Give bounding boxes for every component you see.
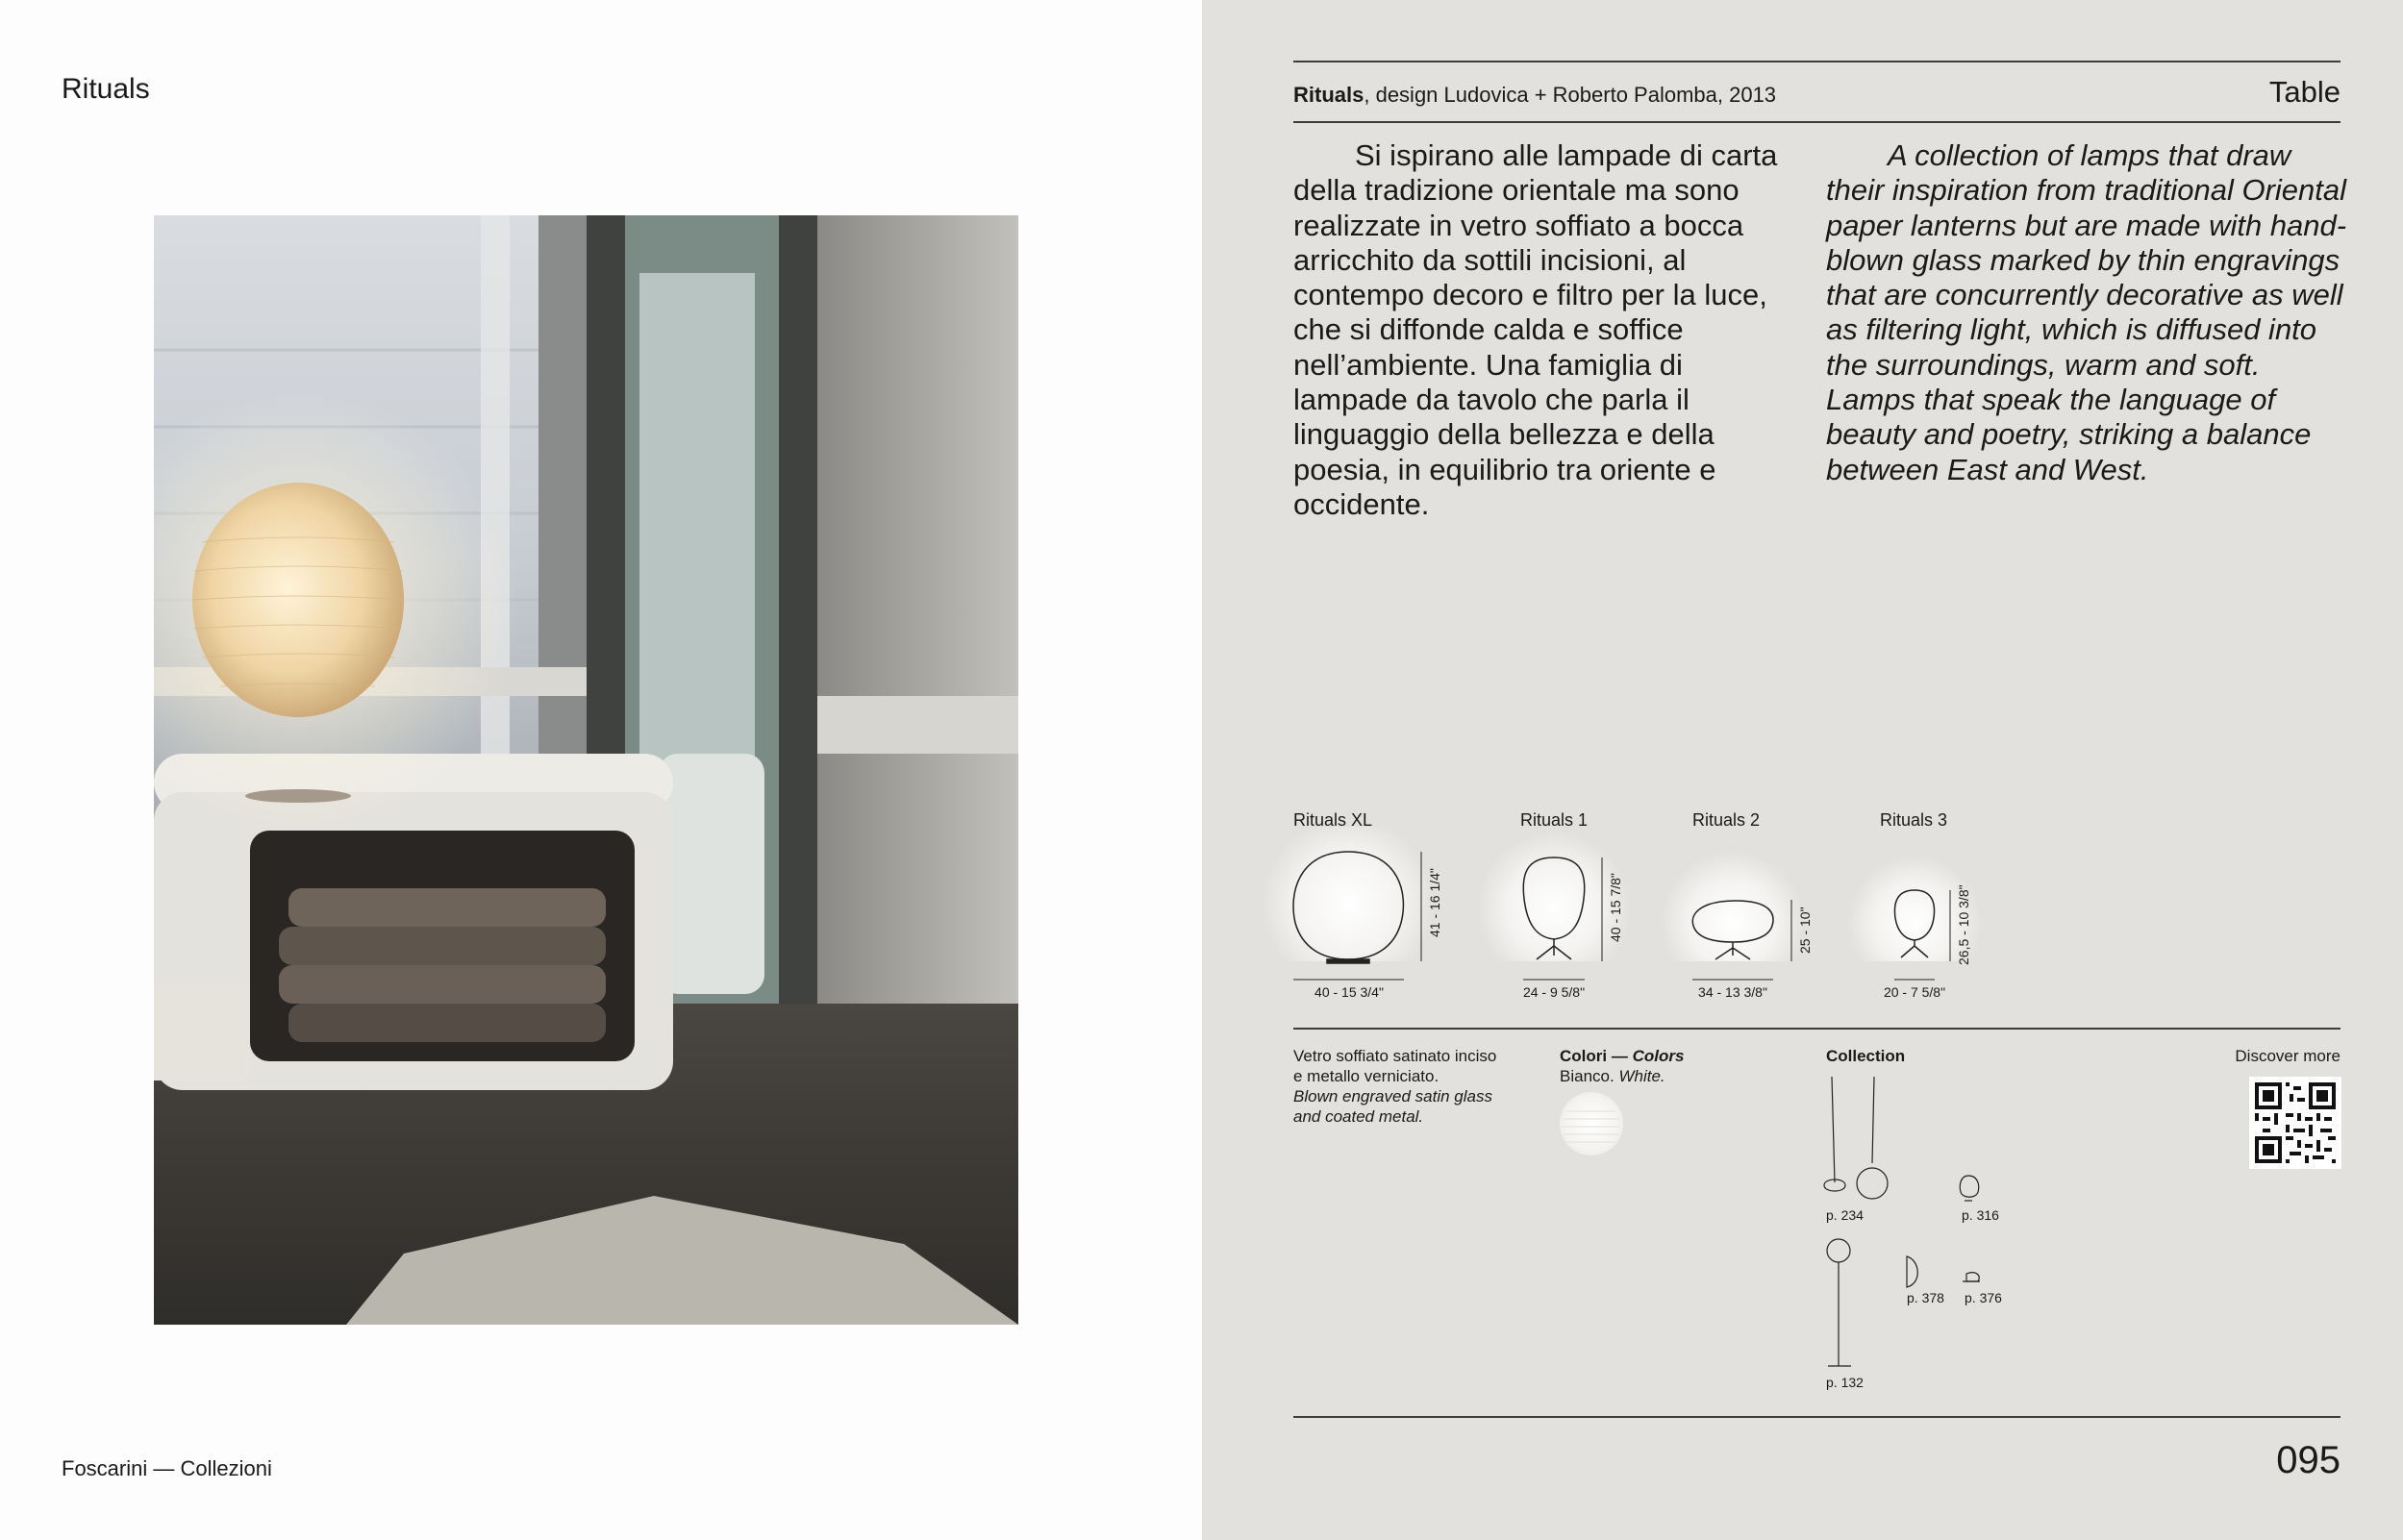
- colors-block: [1560, 1046, 1752, 1086]
- description-english: A collection of lamps that draw their inspiration from traditional Oriental paper lanterns but are made with hand-blown glass marked by thin engravings that are concurrently decorative as well as filtering light, which is diffused into the surroundings, warm and soft. Lamps that speak the language of beauty and poetry, striking a balance between East and West.: [1826, 138, 2347, 486]
- materials-italian-1: Vetro soffiato satinato inciso: [1293, 1047, 1497, 1065]
- right-page: [1202, 0, 2403, 1540]
- footer-brand: Foscarini — Collezioni: [62, 1456, 272, 1480]
- collection-ref[interactable]: p. 132: [1826, 1375, 1864, 1390]
- variant-width: 24 - 9 5/8": [1522, 984, 1586, 1000]
- design-credit: [1293, 83, 1776, 108]
- collection-ref[interactable]: p. 378: [1907, 1290, 1944, 1305]
- variant-height: 25 - 10": [1797, 907, 1813, 954]
- product-photo: [154, 215, 1018, 1325]
- section-title: Rituals: [62, 73, 150, 105]
- description-italian: Si ispirano alle lampade di carta della tradizione orientale ma sono realizzate in vetro soffiato a bocca arricchito da sottili incisioni, al contempo decoro e filtro per la luce, che si diffonde calda e soffice nell’ambiente. Una famiglia di lampade da tavolo che parla il linguaggio della bellezza e della poesia, in equilibrio tra oriente e occidente.: [1293, 138, 1778, 521]
- materials-italian-2: e metallo verniciato.: [1293, 1067, 1439, 1085]
- variant-name: Rituals 3: [1880, 810, 1948, 830]
- color-swatch-white[interactable]: [1560, 1092, 1623, 1155]
- color-value-it: Bianco.: [1560, 1067, 1619, 1085]
- variant-width: 20 - 7 5/8": [1883, 984, 1946, 1000]
- collection-label: Collection: [1826, 1047, 1906, 1065]
- colors-label-en: Colors: [1632, 1047, 1685, 1065]
- color-value-en: White.: [1618, 1067, 1665, 1085]
- product-name: Rituals: [1293, 83, 1364, 107]
- discover-more-label: Discover more: [2235, 1047, 2340, 1065]
- specs-rule: [1293, 1028, 2340, 1030]
- category-label: Table: [2268, 75, 2340, 109]
- page-number: 095: [2276, 1439, 2340, 1481]
- materials-english-1: Blown engraved satin glass: [1293, 1087, 1492, 1105]
- materials-block: [1293, 1046, 1524, 1127]
- collection-ref[interactable]: p. 234: [1826, 1207, 1864, 1223]
- variant-width: 34 - 13 3/8": [1698, 984, 1767, 1000]
- bottom-rule: [1293, 1416, 2340, 1418]
- variant-width: 40 - 15 3/4": [1314, 984, 1384, 1000]
- credit-text: , design Ludovica + Roberto Palomba, 2013: [1364, 83, 1777, 107]
- variant-height: 41 - 16 1/4": [1427, 868, 1442, 937]
- variant-name: Rituals XL: [1293, 810, 1373, 830]
- top-rule: [1293, 61, 2340, 62]
- collection-thumbnails: [1822, 1072, 2034, 1379]
- qr-code[interactable]: [2249, 1077, 2341, 1169]
- header-rule: [1293, 121, 2340, 123]
- variant-name: Rituals 1: [1520, 810, 1589, 830]
- collection-ref[interactable]: p. 376: [1965, 1290, 2002, 1305]
- collection-ref[interactable]: p. 316: [1962, 1207, 1999, 1223]
- variant-name: Rituals 2: [1692, 810, 1761, 830]
- colors-label-it: Colori —: [1560, 1047, 1633, 1065]
- materials-english-2: and coated metal.: [1293, 1107, 1424, 1126]
- variant-height: 40 - 15 7/8": [1608, 873, 1623, 942]
- variant-height: 26,5 - 10 3/8": [1956, 884, 1971, 965]
